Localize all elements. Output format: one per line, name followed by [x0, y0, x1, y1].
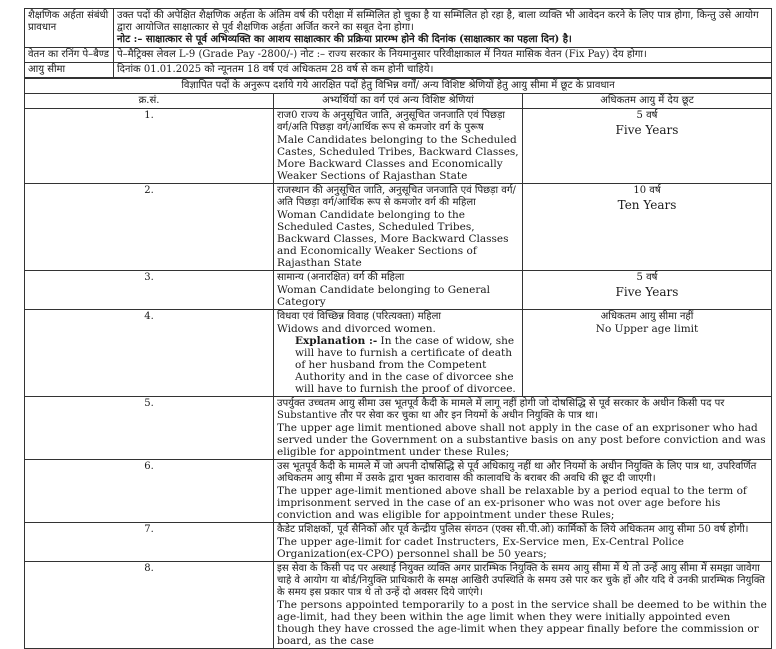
- table-row: 5. उपर्युक्त उच्चतम आयु सीमा उस भूतपूर्व कैदी के मामले में लागू नहीं होगी जो दोषसिद्धि से पूर्व सरकार के अधीन किसी पद पर Substantive तौर पर सेवा कर चुका था और इन नियमों के अधीन नियुक्ति के पात्र था। The upper age limit mentioned above shall not apply in the case of an exprisoner who had served under the Government on a substantive basis on any post before conviction and was eligible for appointment under these Rules;: [25, 397, 772, 460]
- table-row: 6. उस भूतपूर्व कैदी के मामले में जो अपनी दोषसिद्धि से पूर्व अधिकायु नहीं था और नियमों के अधीन नियुक्ति के लिए पात्र था, उपरिवर्णित अधिकतम आयु सीमा में उसके द्वारा भुक्त कारावास की कालावधि के बराबर की अवधि की छूट दी जाएगी। The upper age-limit mentioned above shall be relaxable by a period equal to the term of imprisonment served in the case of an ex-prisoner who was not over age before his conviction and was eligible for appointment under these Rules;: [25, 460, 772, 523]
- table-row: 3. सामान्य (अनारक्षित) वर्ग की महिला Woman Candidate belonging to General Category 5 वर्ष Five Years: [25, 271, 772, 310]
- row-text: दिनांक 01.01.2025 को न्यूनतम 18 वर्ष एवं अधिकतम 28 वर्ष से कम होनी चाहिये।: [114, 63, 772, 78]
- row-label: वेतन का रनिंग पे–बैण्ड: [25, 48, 114, 63]
- age-limit-row: [25, 63, 772, 78]
- top-info-table: [24, 8, 772, 78]
- table-row: 1. राज0 राज्य के अनुसूचित जाति, अनुसूचित जनजाति एवं पिछड़ा वर्ग/अति पिछड़ा वर्ग/आर्थिक रूप से कमजोर वर्ग के पुरूष Male Candidates belonging to the Scheduled Castes, Scheduled Tribes, Backward Classes, More Backward Classes and Economically Weaker Sections of Rajasthan State 5 वर्ष Five Years: [25, 109, 772, 184]
- row-label: शैक्षणिक अर्हता संबंधी प्रावधान: [25, 9, 114, 48]
- col-header-relaxation: अधिकतम आयु में देय छूट: [523, 94, 772, 109]
- header-row: [25, 94, 772, 109]
- row-note: नोट :– साक्षात्कार से पूर्व अभिव्यक्ति का आशय साक्षात्कार की प्रक्रिया प्रारम्भ होने की दिनांक (साक्षात्कार का पहला दिन) है।: [117, 34, 572, 45]
- table-row: 8. इस सेवा के किसी पद पर अस्थाई नियुक्त व्यक्ति अगर प्रारम्भिक नियुक्ति के समय आयु सीमा में थे तो उन्हें आयु सीमा में समझा जावेगा चाहे वे आयोग या बोर्ड/नियुक्ति प्राधिकारी के समक्ष आखिरी उपस्थिति के समय उसे पार कर चुके हों और यदि वे उनकी प्रारम्भिक नियुक्ति के समय इस प्रकार पात्र थे तो उन्हें दो अवसर दिये जाएंगे। The persons appointed temporarily to a post in the service shall be deemed to be within the age-limit, had they been within the age limit when they were initially appointed even though they have crossed the age-limit when they appear finally before the commission or board, as the case: [25, 562, 772, 649]
- col-header-category: अभ्यर्थियों का वर्ग एवं अन्य विशिष्ट श्रेणियां: [274, 94, 523, 109]
- row-text: उक्त पदों की अपेक्षित शैक्षणिक अर्हता के अंतिम वर्ष की परीक्षा में सम्मिलित हो चुका है या सम्मिलित हो रहा है, बाला व्यक्ति भी आवेदन करने के लिए पात्र होगा, किन्तु उसे आयोग द्वारा आयोजित साक्षात्कार से पूर्व शैक्षणिक अर्हता अर्जित करने का सबूत देना होगा।: [117, 10, 759, 33]
- col-header-no: क्र.सं.: [25, 94, 274, 109]
- explanation-label: Explanation :-: [295, 335, 378, 347]
- table-row: 2. राजस्थान की अनुसूचित जाति, अनुसूचित जनजाति एवं पिछड़ा वर्ग/अति पिछड़ा वर्ग/आर्थिक रूप से कमजोर वर्ग की महिला Woman Candidate belonging to the Scheduled Castes, Scheduled Tribes, Backward Classes, More Backward Classes and Economically Weaker Sections of Rajasthan State 10 वर्ष Ten Years: [25, 184, 772, 271]
- qualification-row: [25, 9, 772, 48]
- document-page: [24, 8, 772, 649]
- row-label: आयु सीमा: [25, 63, 114, 78]
- table-row: 7. कैडेट प्रशिक्षकों, पूर्व सैनिकों और पूर्व केन्द्रीय पुलिस संगठन (एक्स सी.पी.ओ) कार्मिकों के लिये अधिकतम आयु सीमा 50 वर्ष होगी। The upper age-limit for cadet Instructers, Ex-Service men, Ex-Central Police Organization(ex-CPO) personnel shall be 50 years;: [25, 523, 772, 562]
- table-title: विज्ञापित पदों के अनुरूप दर्शाये गये आरक्षित पदों हेतु विभिन्न वर्गों/ अन्य विशिष्ट श्रेणियों हेतु आयु सीमा में छूट के प्रावधान: [25, 79, 772, 94]
- table-row: 4. विधवा एवं विच्छिन्न विवाह (परित्यक्ता) महिला Widows and divorced women. Explanation :- In the case of widow, she will have to furnish a certificate of death of her husband from the Competent Authority and in the case of divorcee she will have to furnish the proof of divorcee. अधिकतम आयु सीमा नहीं No Upper age limit: [25, 310, 772, 397]
- row-text: पे–मैट्रिक्स लेवल L-9 (Grade Pay -2800/-) नोट :– राज्य सरकार के नियमानुसार परिवीक्षाकाल में नियत मासिक वेतन (Fix Pay) देय होगा।: [114, 48, 772, 63]
- pay-row: [25, 48, 772, 63]
- age-relaxation-table: [24, 78, 772, 649]
